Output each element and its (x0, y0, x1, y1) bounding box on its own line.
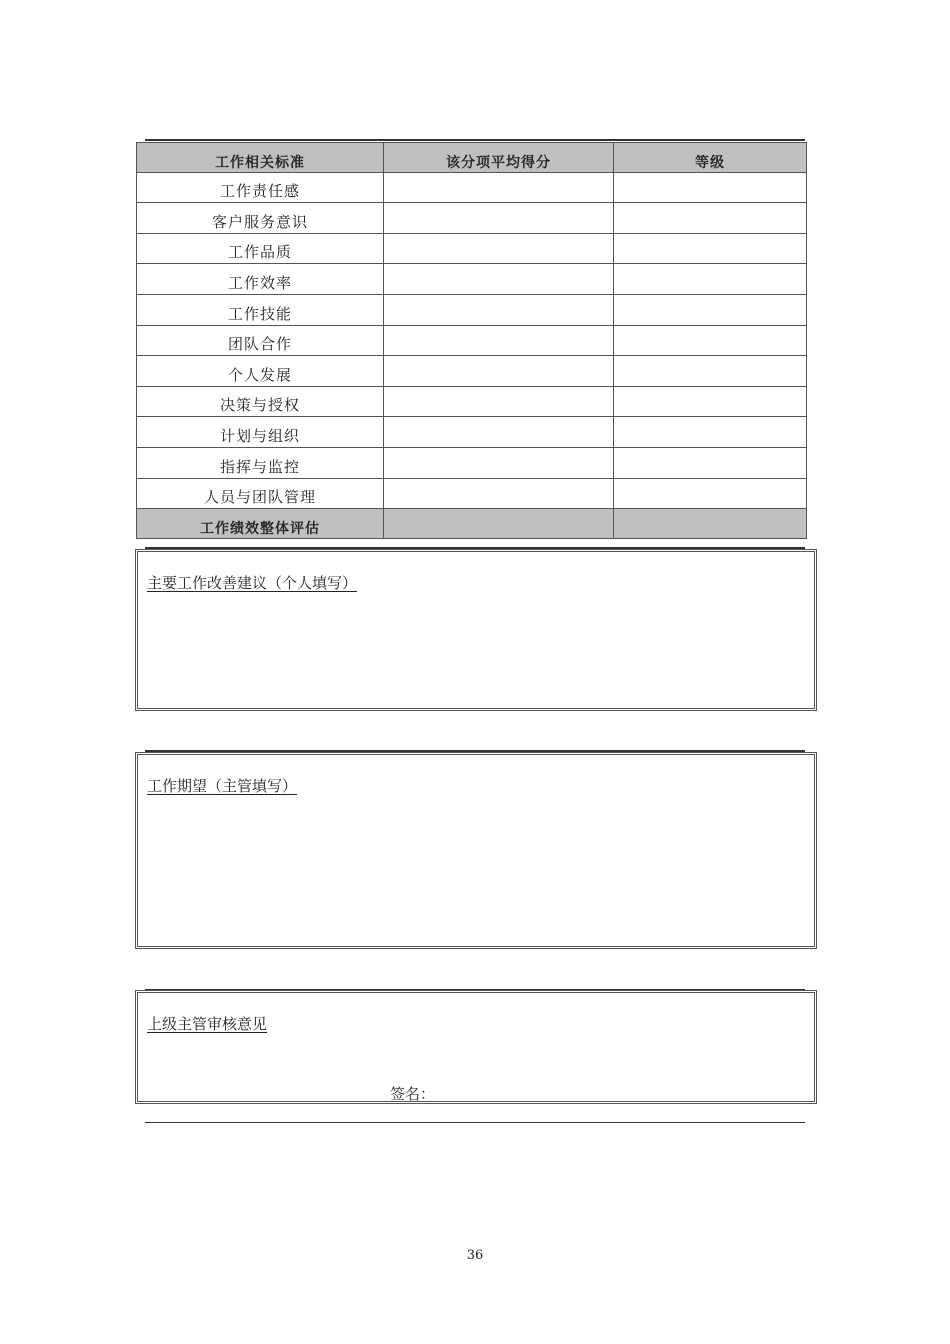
criteria-label: 工作责任感 (137, 172, 384, 203)
table-row (137, 478, 807, 509)
grade-cell[interactable] (614, 264, 807, 295)
expectation-box-title: 工作期望（主管填写） (147, 777, 298, 795)
table-row (137, 233, 807, 264)
expectation-box[interactable] (135, 752, 817, 949)
score-cell[interactable] (384, 356, 614, 387)
table-row (137, 386, 807, 417)
score-cell[interactable] (384, 233, 614, 264)
score-cell[interactable] (384, 264, 614, 295)
grade-cell[interactable] (614, 294, 807, 325)
header-average-score: 该分项平均得分 (384, 143, 614, 173)
header-grade: 等级 (614, 143, 807, 173)
score-cell[interactable] (384, 203, 614, 234)
table-row (137, 264, 807, 295)
score-cell[interactable] (384, 325, 614, 356)
criteria-label: 决策与授权 (137, 386, 384, 417)
table-header-row (137, 143, 807, 173)
criteria-label: 工作品质 (137, 233, 384, 264)
criteria-label: 个人发展 (137, 356, 384, 387)
improvement-box-title: 主要工作改善建议（个人填写） (147, 574, 358, 592)
header-criteria: 工作相关标准 (137, 143, 384, 173)
table-row (137, 325, 807, 356)
page-number: 36 (466, 1248, 484, 1263)
score-cell[interactable] (384, 478, 614, 509)
criteria-label: 客户服务意识 (137, 203, 384, 234)
criteria-label: 工作技能 (137, 294, 384, 325)
grade-cell[interactable] (614, 356, 807, 387)
grade-cell[interactable] (614, 325, 807, 356)
criteria-label: 团队合作 (137, 325, 384, 356)
improvement-box[interactable] (135, 549, 817, 711)
grade-cell[interactable] (614, 172, 807, 203)
top-rule (145, 139, 805, 141)
table-row (137, 294, 807, 325)
signature-label: 签名： (390, 1085, 436, 1103)
table-row (137, 356, 807, 387)
total-label: 工作绩效整体评估 (137, 509, 384, 539)
table-row (137, 172, 807, 203)
score-cell[interactable] (384, 172, 614, 203)
table-row (137, 203, 807, 234)
total-row (137, 509, 807, 539)
criteria-label: 计划与组织 (137, 417, 384, 448)
criteria-label: 工作效率 (137, 264, 384, 295)
grade-cell[interactable] (614, 447, 807, 478)
bottom-rule (145, 1122, 805, 1123)
table-row (137, 447, 807, 478)
total-grade-cell[interactable] (614, 509, 807, 539)
score-table (136, 142, 807, 539)
criteria-label: 人员与团队管理 (137, 478, 384, 509)
total-score-cell[interactable] (384, 509, 614, 539)
score-cell[interactable] (384, 447, 614, 478)
score-cell[interactable] (384, 294, 614, 325)
table-row (137, 417, 807, 448)
grade-cell[interactable] (614, 478, 807, 509)
review-box[interactable] (135, 990, 817, 1104)
grade-cell[interactable] (614, 233, 807, 264)
criteria-label: 指挥与监控 (137, 447, 384, 478)
grade-cell[interactable] (614, 386, 807, 417)
score-cell[interactable] (384, 417, 614, 448)
score-cell[interactable] (384, 386, 614, 417)
grade-cell[interactable] (614, 417, 807, 448)
grade-cell[interactable] (614, 203, 807, 234)
review-box-title: 上级主管审核意见 (147, 1015, 268, 1033)
